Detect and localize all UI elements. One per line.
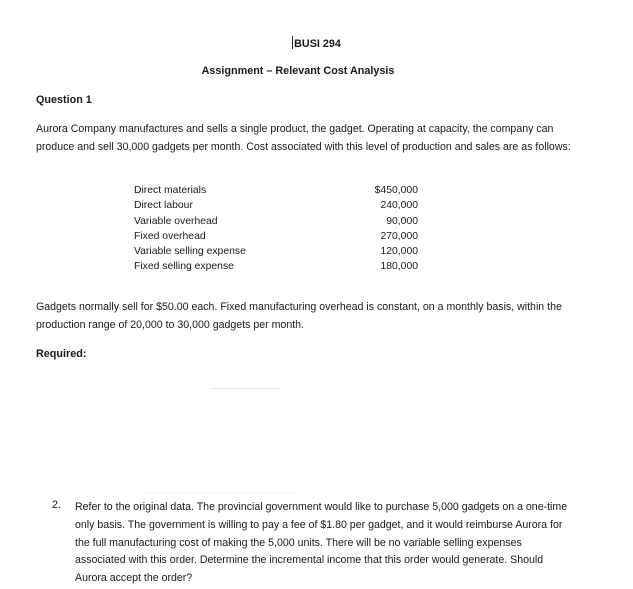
cost-amount: 180,000 — [380, 261, 418, 273]
table-row — [134, 183, 418, 198]
faint-artifact-line — [211, 388, 281, 389]
item-number: 2. — [52, 499, 61, 511]
required-heading: Required: — [36, 348, 87, 360]
assignment-title: Assignment – Relevant Cost Analysis — [201, 65, 395, 77]
cost-label: Fixed overhead — [134, 230, 206, 242]
text-cursor — [292, 36, 293, 49]
table-row — [134, 244, 418, 259]
intro-paragraph: Aurora Company manufactures and sells a single product, the gadget. Operating at capacity, the company can produce and sell 30,000 gadgets per month. Cost associated with this level of production and sales are as follows: — [36, 123, 571, 153]
table-row — [134, 214, 418, 229]
cost-table — [134, 183, 418, 275]
table-row — [134, 229, 418, 244]
cost-amount: $450,000 — [374, 185, 418, 196]
question-heading: Question 1 — [36, 94, 92, 106]
faint-artifact-line — [145, 492, 295, 493]
cost-label: Variable overhead — [134, 215, 218, 227]
cost-label: Variable selling expense — [134, 246, 246, 258]
cost-amount: 240,000 — [380, 200, 418, 212]
item-text: Refer to the original data. The provincial government would like to purchase 5,000 gadgets on a one-time only basis. The government is willing to pay a fee of $1.80 per gadget, and it would reimburse Aurora for the full manufacturing cost of making the 5,000 units. There will be no variable selling expenses associated with this order. Determine the incremental income that this order would generate. Should Aurora accept the order? — [75, 501, 568, 585]
cost-amount: 90,000 — [386, 215, 418, 227]
cost-label: Fixed selling expense — [134, 261, 234, 273]
cost-amount: 270,000 — [380, 230, 418, 242]
cost-label: Direct labour — [134, 200, 193, 212]
course-code — [0, 36, 633, 50]
note-paragraph: Gadgets normally sell for $50.00 each. Fixed manufacturing overhead is constant, on a monthly basis, within the production range of 20,000 to 30,000 gadgets per month. — [36, 301, 562, 331]
cost-amount: 120,000 — [380, 246, 418, 258]
course-code-text: BUSI 294 — [294, 38, 341, 50]
table-row — [134, 259, 418, 274]
cost-label: Direct materials — [134, 185, 207, 196]
table-row — [134, 198, 418, 213]
